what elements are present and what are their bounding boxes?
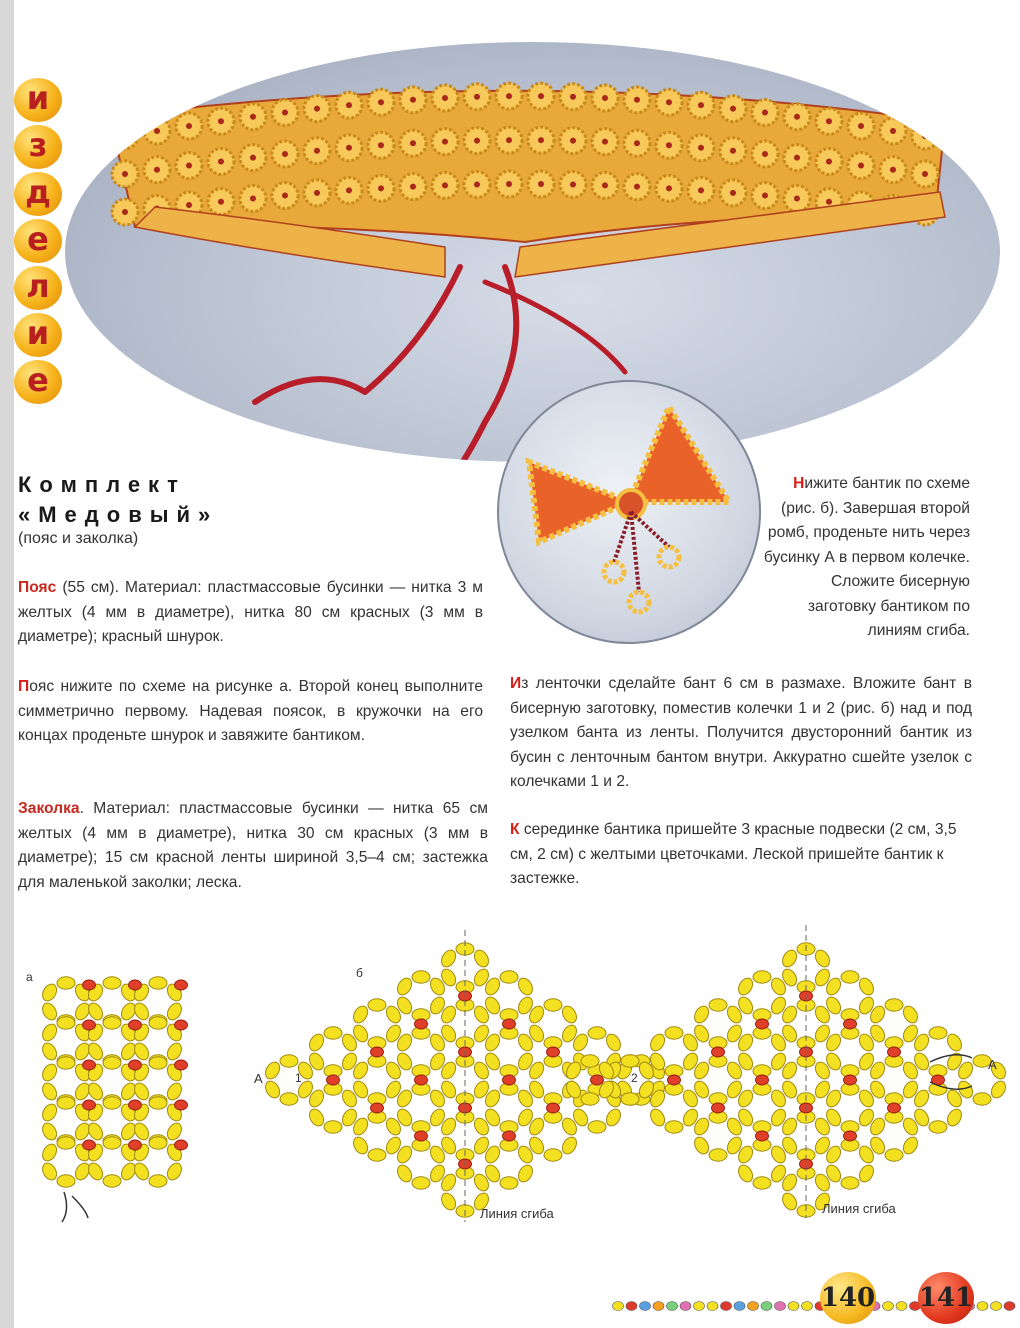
section-badge-letter: е: [14, 219, 62, 263]
red-bead: [129, 980, 142, 990]
red-bead: [503, 1019, 516, 1029]
yellow-bead: [86, 1001, 106, 1023]
yellow-bead: [263, 1079, 283, 1101]
bow-weave-text: ижите бантик по схеме (рис. б). Завершая второй ромб, проденьте нить через бусинку А в первом колечке. Сложите бисерную заготовку бантиком по линиям сгиба.: [763, 475, 970, 639]
yellow-bead: [40, 1062, 60, 1084]
page-number-right: 141: [918, 1272, 974, 1324]
strand-bead: [991, 1302, 1002, 1311]
set-title-line2: «Медовый»: [18, 502, 219, 527]
yellow-bead: [945, 1032, 965, 1054]
strand-bead: [788, 1302, 799, 1311]
yellow-bead: [544, 1149, 562, 1161]
section-badge-letter: и: [14, 313, 62, 357]
red-bead: [371, 1103, 384, 1113]
set-subtitle: (пояс и заколка): [18, 530, 139, 547]
red-bead: [712, 1047, 725, 1057]
set-title-line1: Комплект: [18, 472, 186, 497]
yellow-bead: [665, 1121, 683, 1133]
red-bead: [415, 1075, 428, 1085]
yellow-bead: [40, 1121, 60, 1143]
figure-a-label: а: [26, 970, 33, 984]
belt-materials-text: (55 см). Материал: пластмассовые бусинки — нитка 3 м желтых (4 мм в диаметре), нитка 80 см красных (3 мм в диаметре); красный шнурок.: [18, 579, 483, 645]
red-bead: [83, 1140, 96, 1150]
strand-bead: [626, 1302, 637, 1311]
yellow-bead: [736, 1163, 756, 1185]
strand-bead: [613, 1302, 624, 1311]
yellow-bead: [368, 999, 386, 1011]
yellow-bead: [351, 1004, 371, 1026]
yellow-bead: [885, 999, 903, 1011]
yellow-bead: [165, 1121, 185, 1143]
yellow-bead: [621, 1055, 639, 1067]
strand-bead: [680, 1302, 691, 1311]
yellow-bead: [132, 1041, 152, 1063]
red-bead: [129, 1020, 142, 1030]
red-bead: [175, 1060, 188, 1070]
red-bead: [888, 1103, 901, 1113]
yellow-bead: [709, 999, 727, 1011]
ring-2-label: 2: [631, 1071, 638, 1085]
yellow-bead: [604, 1107, 624, 1129]
section-badge-letter: з: [14, 125, 62, 169]
red-bead: [844, 1075, 857, 1085]
yellow-bead: [132, 1121, 152, 1143]
drop-cap: И: [510, 675, 522, 692]
strand-bead: [748, 1302, 759, 1311]
red-bead: [888, 1047, 901, 1057]
yellow-bead: [588, 1027, 606, 1039]
bow-ribbon-text: з ленточки сделайте бант 6 см в размахе. Вложите бант в бисерную заготовку, поместив колечки 1 и 2 (рис. б) над и под узелком банта из ленты. Получится двусторонний бантик из бусин с ленточным бантом внутри. Аккуратно сшейте узелок с колечками 1 и 2.: [510, 675, 972, 790]
yellow-bead: [103, 1097, 121, 1109]
red-bead: [83, 1020, 96, 1030]
yellow-bead: [103, 1137, 121, 1149]
strand-bead: [694, 1302, 705, 1311]
yellow-bead: [57, 1057, 75, 1069]
yellow-bead: [149, 1017, 167, 1029]
yellow-bead: [500, 1177, 518, 1189]
yellow-bead: [648, 1107, 668, 1129]
yellow-bead: [57, 977, 75, 989]
yellow-bead: [901, 1004, 921, 1026]
yellow-bead: [841, 971, 859, 983]
strand-bead: [775, 1302, 786, 1311]
red-bead: [591, 1075, 604, 1085]
yellow-bead: [103, 1175, 121, 1187]
thread-arrow: [62, 1192, 88, 1222]
yellow-bead: [86, 1081, 106, 1103]
yellow-bead: [86, 1161, 106, 1183]
yellow-bead: [945, 1107, 965, 1129]
yellow-bead: [780, 948, 800, 970]
yellow-bead: [86, 1041, 106, 1063]
yellow-bead: [103, 977, 121, 989]
strand-bead: [761, 1302, 772, 1311]
strand-bead: [896, 1302, 907, 1311]
yellow-bead: [929, 1027, 947, 1039]
red-bead: [175, 1100, 188, 1110]
strand-bead: [653, 1302, 664, 1311]
red-bead: [83, 1060, 96, 1070]
red-bead: [327, 1075, 340, 1085]
red-bead: [756, 1131, 769, 1141]
yellow-bead: [692, 1004, 712, 1026]
red-bead: [756, 1075, 769, 1085]
bow-pendants-text: серединке бантика пришейте 3 красные подвески (2 см, 3,5 см, 2 см) с желтыми цветочками. Леской пришейте бантик к застежке.: [510, 821, 957, 887]
yellow-bead: [439, 948, 459, 970]
red-bead: [503, 1075, 516, 1085]
yellow-bead: [351, 1135, 371, 1157]
belt-lead-word: Пояс: [18, 579, 57, 596]
yellow-bead: [40, 1161, 60, 1183]
yellow-bead: [604, 1032, 624, 1054]
strand-bead: [640, 1302, 651, 1311]
yellow-bead: [149, 977, 167, 989]
yellow-bead: [132, 1081, 152, 1103]
drop-cap: Н: [793, 475, 805, 492]
yellow-bead: [857, 1163, 877, 1185]
red-bead: [756, 1019, 769, 1029]
point-a-left-label: А: [254, 1071, 263, 1086]
section-badge-letter: д: [14, 172, 62, 216]
yellow-bead: [149, 1175, 167, 1187]
yellow-bead: [544, 999, 562, 1011]
fold-line-label-left: Линия сгиба: [480, 1206, 554, 1221]
yellow-bead: [40, 1081, 60, 1103]
yellow-bead: [307, 1107, 327, 1129]
yellow-bead: [439, 1191, 459, 1213]
yellow-bead: [40, 1142, 60, 1164]
yellow-bead: [280, 1093, 298, 1105]
yellow-bead: [753, 1177, 771, 1189]
red-bead: [175, 1140, 188, 1150]
point-a-right-label: А: [988, 1057, 997, 1072]
yellow-bead: [263, 1060, 283, 1082]
yellow-bead: [103, 1057, 121, 1069]
yellow-bead: [395, 976, 415, 998]
yellow-bead: [581, 1055, 599, 1067]
yellow-bead: [132, 1001, 152, 1023]
yellow-bead: [560, 1004, 580, 1026]
clip-materials-text: . Материал: пластмассовые бусинки — нитка 65 см желтых (4 мм в диаметре), нитка 30 см красных (3 мм в диаметре); 15 см красной ленты шириной 3,5–4 см; застежка для маленькой заколки; леска.: [18, 800, 488, 891]
red-bead: [503, 1131, 516, 1141]
yellow-bead: [40, 1001, 60, 1023]
fold-line-label-right: Линия сгиба: [822, 1201, 896, 1216]
yellow-bead: [989, 1079, 1009, 1101]
red-bead: [83, 1100, 96, 1110]
yellow-bead: [57, 1137, 75, 1149]
yellow-bead: [709, 1149, 727, 1161]
strand-bead: [802, 1302, 813, 1311]
yellow-bead: [412, 1177, 430, 1189]
red-bead: [175, 980, 188, 990]
yellow-bead: [165, 1041, 185, 1063]
yellow-bead: [149, 1097, 167, 1109]
section-badge-letter: е: [14, 360, 62, 404]
yellow-bead: [395, 1163, 415, 1185]
strand-bead: [977, 1302, 988, 1311]
strand-bead: [721, 1302, 732, 1311]
strand-bead: [707, 1302, 718, 1311]
yellow-bead: [57, 1097, 75, 1109]
yellow-bead: [40, 1041, 60, 1063]
yellow-bead: [648, 1032, 668, 1054]
yellow-bead: [149, 1057, 167, 1069]
yellow-bead: [560, 1135, 580, 1157]
yellow-bead: [973, 1093, 991, 1105]
yellow-bead: [929, 1121, 947, 1133]
strand-bead: [1004, 1302, 1015, 1311]
yellow-bead: [86, 1121, 106, 1143]
yellow-bead: [165, 1161, 185, 1183]
red-bead: [175, 1020, 188, 1030]
yellow-bead: [40, 1102, 60, 1124]
yellow-bead: [500, 971, 518, 983]
belt-instructions-text: ояс нижите по схеме на рисунке а. Второй конец выполните симметрично первому. Надевая поясок, в кружочки на его концах проденьте шнурок и завяжите бантиком.: [18, 678, 483, 744]
strand-bead: [734, 1302, 745, 1311]
yellow-bead: [736, 976, 756, 998]
yellow-bead: [621, 1093, 639, 1105]
yellow-bead: [581, 1093, 599, 1105]
yellow-bead: [40, 1022, 60, 1044]
yellow-bead: [324, 1027, 342, 1039]
yellow-bead: [280, 1055, 298, 1067]
yellow-bead: [149, 1137, 167, 1149]
red-bead: [371, 1047, 384, 1057]
yellow-bead: [901, 1135, 921, 1157]
ring-1-label: 1: [295, 1071, 302, 1085]
red-bead: [129, 1100, 142, 1110]
yellow-bead: [841, 1177, 859, 1189]
yellow-bead: [885, 1149, 903, 1161]
yellow-bead: [753, 971, 771, 983]
red-bead: [129, 1060, 142, 1070]
red-bead: [844, 1131, 857, 1141]
strand-bead: [667, 1302, 678, 1311]
yellow-bead: [132, 1161, 152, 1183]
figure-b-label: б: [356, 966, 363, 980]
yellow-bead: [516, 1163, 536, 1185]
yellow-bead: [324, 1121, 342, 1133]
section-badge-letter: л: [14, 266, 62, 310]
red-bead: [668, 1075, 681, 1085]
yellow-bead: [588, 1121, 606, 1133]
yellow-bead: [368, 1149, 386, 1161]
red-bead: [547, 1047, 560, 1057]
section-badge-letter: и: [14, 78, 62, 122]
yellow-bead: [412, 971, 430, 983]
red-bead: [415, 1019, 428, 1029]
drop-cap: К: [510, 821, 520, 838]
red-bead: [844, 1019, 857, 1029]
red-bead: [547, 1103, 560, 1113]
yellow-bead: [165, 1081, 185, 1103]
drop-cap: П: [18, 678, 30, 695]
yellow-bead: [665, 1027, 683, 1039]
yellow-bead: [857, 976, 877, 998]
yellow-bead: [57, 1017, 75, 1029]
yellow-bead: [472, 948, 492, 970]
strand-bead: [883, 1302, 894, 1311]
yellow-bead: [57, 1175, 75, 1187]
yellow-bead: [165, 1001, 185, 1023]
red-bead: [415, 1131, 428, 1141]
red-bead: [83, 980, 96, 990]
yellow-bead: [40, 982, 60, 1004]
yellow-bead: [516, 976, 536, 998]
yellow-bead: [307, 1032, 327, 1054]
yellow-bead: [692, 1135, 712, 1157]
clip-lead-word: Заколка: [18, 800, 80, 817]
yellow-bead: [780, 1191, 800, 1213]
red-bead: [129, 1140, 142, 1150]
yellow-bead: [813, 948, 833, 970]
red-bead: [712, 1103, 725, 1113]
yellow-bead: [103, 1017, 121, 1029]
page-number-left: 140: [820, 1272, 876, 1324]
